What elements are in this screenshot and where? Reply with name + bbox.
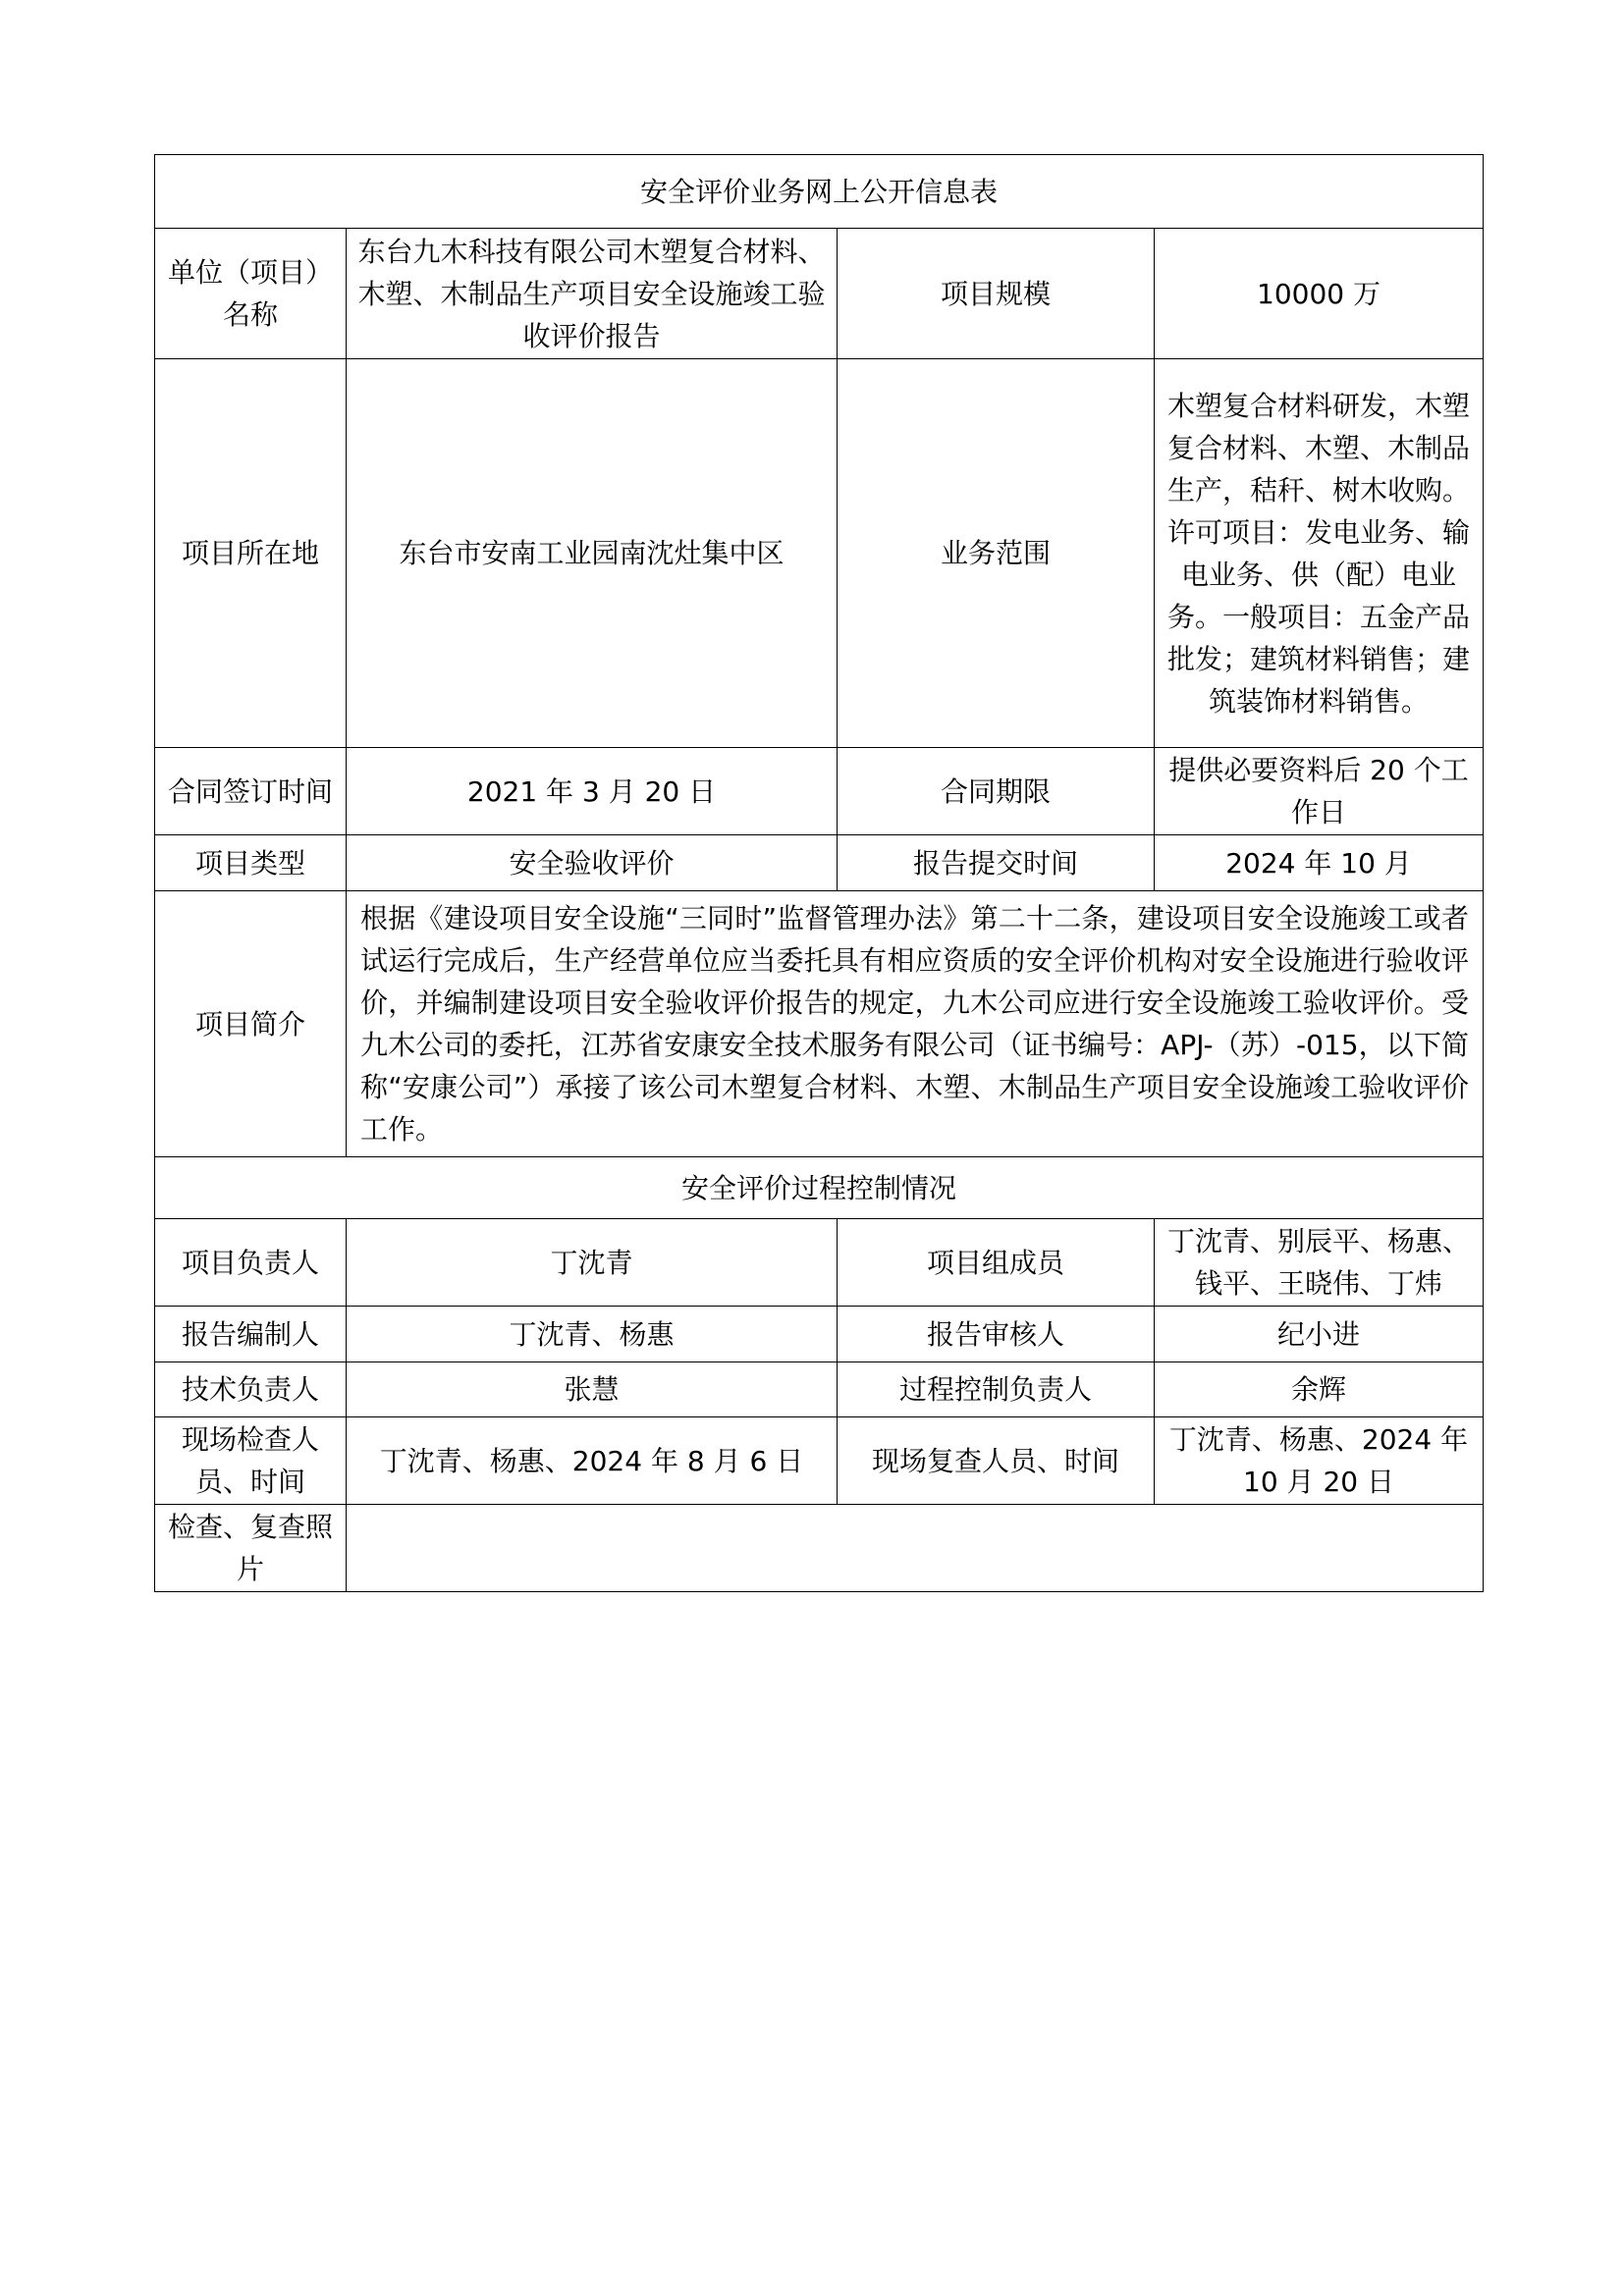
report-reviewer-label: 报告审核人 — [838, 1307, 1155, 1362]
business-scope-label: 业务范围 — [838, 359, 1155, 748]
process-control-leader-value: 余辉 — [1155, 1362, 1484, 1417]
project-type-value: 安全验收评价 — [347, 835, 838, 891]
project-summary-value: 根据《建设项目安全设施“三同时”监督管理办法》第二十二条，建设项目安全设施竣工或者试运行完成后，生产经营单位应当委托具有相应资质的安全评价机构对安全设施进行验收评价，并编制建设项目安全验收评价报告的规定，九木公司应进行安全设施竣工验收评价。受九木公司的委托，江苏省安康安全技术服务有限公司（证书编号：APJ-（苏）-015，以下简称“安康公司”）承接了该公司木塑复合材料、木塑、木制品生产项目安全设施竣工验收评价工作。 — [347, 891, 1484, 1157]
contract-term-value: 提供必要资料后 20 个工作日 — [1155, 748, 1484, 835]
project-leader-label: 项目负责人 — [155, 1219, 347, 1307]
project-scale-label: 项目规模 — [838, 229, 1155, 359]
table-row — [155, 835, 1484, 891]
project-leader-value: 丁沈青 — [347, 1219, 838, 1307]
process-section-title: 安全评价过程控制情况 — [155, 1157, 1484, 1219]
team-members-value: 丁沈青、别辰平、杨惠、钱平、王晓伟、丁炜 — [1155, 1219, 1484, 1307]
table-row — [155, 891, 1484, 1157]
site-reinspection-value: 丁沈青、杨惠、2024 年 10 月 20 日 — [1155, 1417, 1484, 1505]
project-summary-label: 项目简介 — [155, 891, 347, 1157]
team-members-label: 项目组成员 — [838, 1219, 1155, 1307]
table-row — [155, 1362, 1484, 1417]
photos-label: 检查、复查照片 — [155, 1505, 347, 1592]
project-scale-value: 10000 万 — [1155, 229, 1484, 359]
process-section-row — [155, 1157, 1484, 1219]
project-type-label: 项目类型 — [155, 835, 347, 891]
table-row — [155, 1505, 1484, 1592]
technical-leader-value: 张慧 — [347, 1362, 838, 1417]
table-row — [155, 1417, 1484, 1505]
site-inspection-label: 现场检查人员、时间 — [155, 1417, 347, 1505]
location-value: 东台市安南工业园南沈灶集中区 — [347, 359, 838, 748]
table-row — [155, 748, 1484, 835]
unit-name-label: 单位（项目）名称 — [155, 229, 347, 359]
report-author-label: 报告编制人 — [155, 1307, 347, 1362]
contract-term-label: 合同期限 — [838, 748, 1155, 835]
report-submit-time-label: 报告提交时间 — [838, 835, 1155, 891]
report-reviewer-value: 纪小进 — [1155, 1307, 1484, 1362]
table-row — [155, 1307, 1484, 1362]
report-author-value: 丁沈青、杨惠 — [347, 1307, 838, 1362]
table-row — [155, 229, 1484, 359]
site-reinspection-label: 现场复查人员、时间 — [838, 1417, 1155, 1505]
table-title: 安全评价业务网上公开信息表 — [155, 155, 1484, 229]
table-title-row — [155, 155, 1484, 229]
public-info-table — [154, 154, 1484, 1592]
contract-date-label: 合同签订时间 — [155, 748, 347, 835]
process-control-leader-label: 过程控制负责人 — [838, 1362, 1155, 1417]
photos-value — [347, 1505, 1484, 1592]
table-row — [155, 359, 1484, 748]
technical-leader-label: 技术负责人 — [155, 1362, 347, 1417]
table-row — [155, 1219, 1484, 1307]
business-scope-value: 木塑复合材料研发，木塑复合材料、木塑、木制品生产，秸秆、树木收购。许可项目：发电业务、输电业务、供（配）电业务。一般项目：五金产品批发；建筑材料销售；建筑装饰材料销售。 — [1155, 359, 1484, 748]
unit-name-value: 东台九木科技有限公司木塑复合材料、木塑、木制品生产项目安全设施竣工验收评价报告 — [347, 229, 838, 359]
contract-date-value: 2021 年 3 月 20 日 — [347, 748, 838, 835]
location-label: 项目所在地 — [155, 359, 347, 748]
report-submit-time-value: 2024 年 10 月 — [1155, 835, 1484, 891]
site-inspection-value: 丁沈青、杨惠、2024 年 8 月 6 日 — [347, 1417, 838, 1505]
